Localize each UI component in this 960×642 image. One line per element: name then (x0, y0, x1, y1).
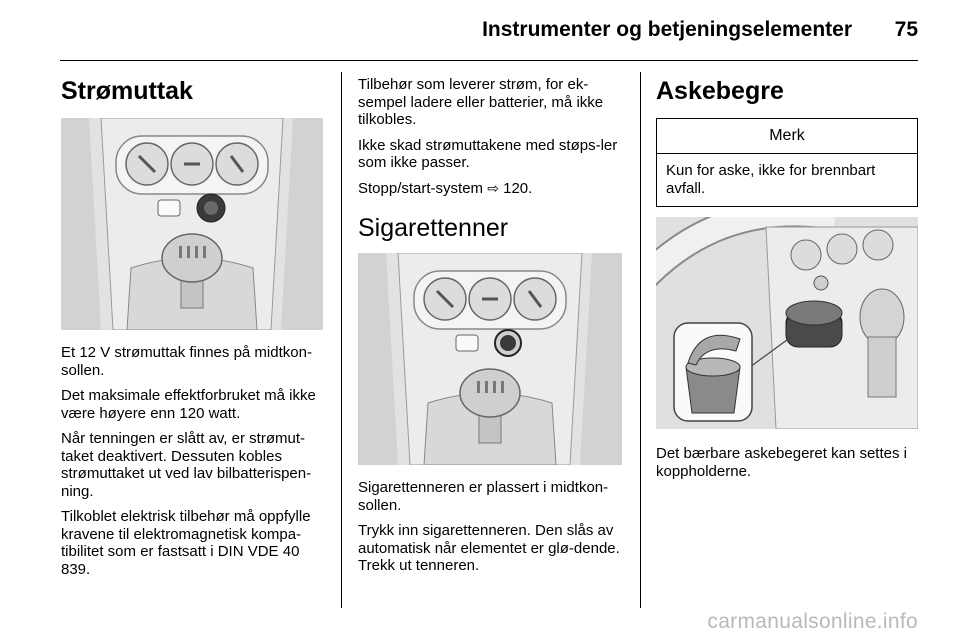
header-rule (60, 60, 918, 61)
paragraph: Et 12 V strømuttak finnes på midtkon-sollen. (61, 344, 312, 379)
column-divider-2 (640, 72, 641, 608)
note-title: Merk (657, 119, 917, 154)
cigarette-lighter-illustration (358, 253, 622, 465)
column-cigarette-lighter (358, 76, 623, 583)
section-heading-cigarette-lighter: Sigarettenner (358, 214, 509, 242)
section-heading-power-outlet: Strømuttak (61, 77, 193, 105)
page-number: 75 (894, 18, 918, 41)
column-ashtray (656, 76, 918, 488)
cross-reference-page: 120. (503, 179, 533, 197)
section-heading-ashtray: Askebegre (656, 77, 784, 105)
paragraph: Det bærbare askebegeret kan settes i koppholderne. (656, 445, 907, 480)
paragraph: Når tenningen er slått av, er strømut-taket deaktivert. Dessuten kobles strømuttaket ut ved lav bilbatterispen-ning. (61, 430, 312, 500)
arrow-right-icon: ⇨ (487, 179, 499, 196)
paragraph: Tilkoblet elektrisk tilbehør må oppfylle kravene til elektromagnetisk kompa-tibilitet som er fastsatt i DIN VDE 40 839. (61, 508, 311, 578)
paragraph: Sigarettenneren er plassert i midtkon-sollen. (358, 479, 609, 514)
paragraph: Det maksimale effektforbruket må ikke være høyere enn 120 watt. (61, 387, 316, 422)
paragraph: Trykk inn sigarettenneren. Den slås av automatisk når elementet er glø-dende. Trekk ut tenneren. (358, 522, 620, 574)
column-power-outlet (61, 76, 325, 586)
page-header-title: Instrumenter og betjeningselementer (482, 18, 852, 41)
ashtray-illustration (656, 217, 918, 429)
cross-reference-text: Stopp/start-system (358, 179, 484, 197)
column-divider-1 (341, 72, 342, 608)
paragraph: Ikke skad strømuttakene med støps-ler som ikke passer. (358, 136, 618, 171)
note-box (656, 118, 918, 207)
note-body: Kun for aske, ikke for brennbart avfall. (666, 162, 876, 197)
watermark: carmanualsonline.info (707, 610, 918, 633)
power-outlet-illustration (61, 118, 323, 330)
paragraph: Tilbehør som leverer strøm, for ek-sempel ladere eller batterier, må ikke tilkobles. (358, 76, 604, 128)
cross-reference[interactable] (358, 180, 623, 198)
